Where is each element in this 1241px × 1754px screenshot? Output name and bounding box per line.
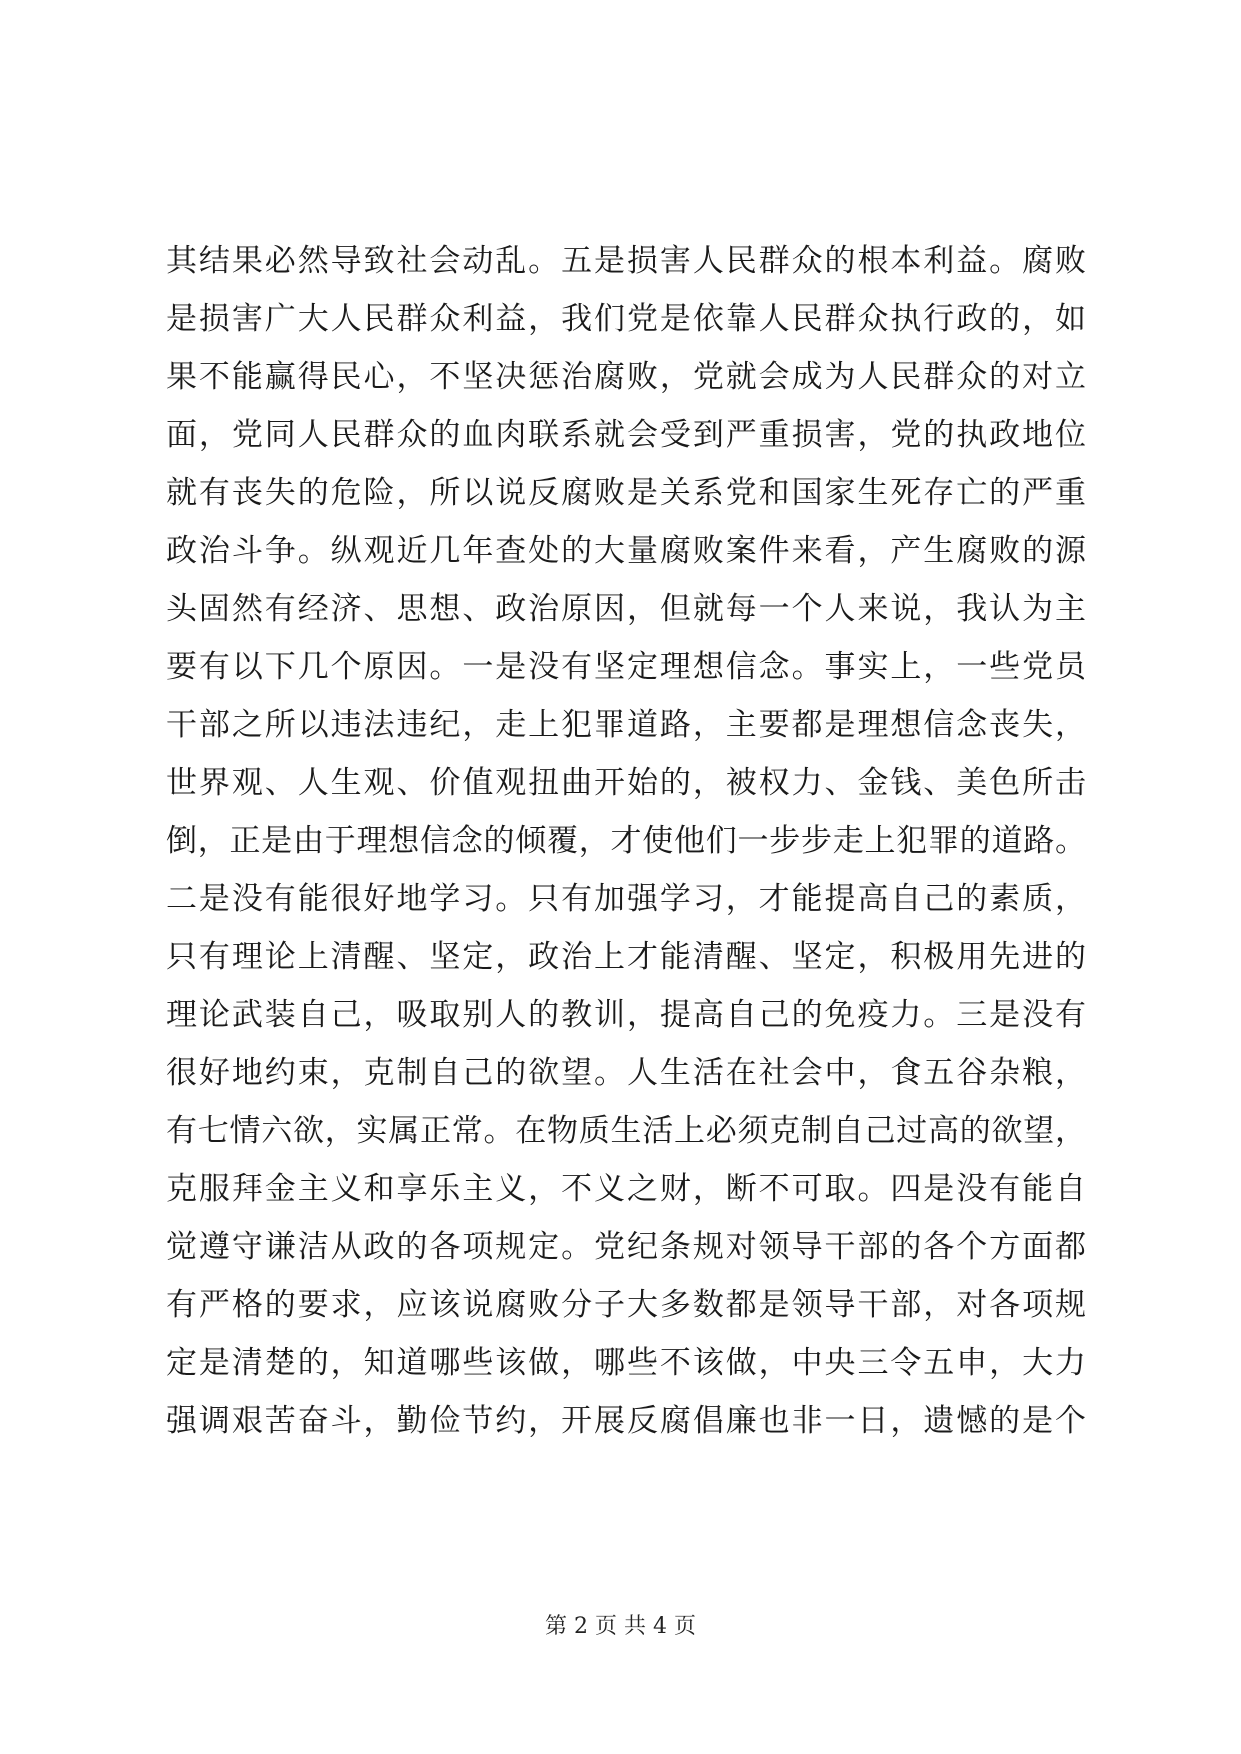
page-number-footer: 第 2 页 共 4 页: [545, 1614, 696, 1639]
text-line: 只有理论上清醒、坚定，政治上才能清醒、坚定，积极用先进的: [166, 939, 1086, 975]
text-line: 头固然有经济、思想、政治原因，但就每一个人来说，我认为主: [166, 591, 1086, 627]
text-line: 克服拜金主义和享乐主义，不义之财，断不可取。四是没有能自: [166, 1171, 1086, 1207]
text-line: 政治斗争。纵观近几年查处的大量腐败案件来看，产生腐败的源: [166, 533, 1086, 569]
text-line: 很好地约束，克制自己的欲望。人生活在社会中，食五谷杂粮，: [166, 1055, 1086, 1091]
text-line: 果不能赢得民心，不坚决惩治腐败，党就会成为人民群众的对立: [166, 359, 1086, 395]
text-line: 二是没有能很好地学习。只有加强学习，才能提高自己的素质，: [166, 881, 1086, 917]
text-line: 要有以下几个原因。一是没有坚定理想信念。事实上，一些党员: [166, 649, 1086, 685]
text-line: 定是清楚的，知道哪些该做，哪些不该做，中央三令五申，大力: [166, 1345, 1086, 1381]
text-line: 世界观、人生观、价值观扭曲开始的，被权力、金钱、美色所击: [166, 765, 1086, 801]
text-line: 理论武装自己，吸取别人的教训，提高自己的免疫力。三是没有: [166, 997, 1086, 1033]
text-line: 干部之所以违法违纪，走上犯罪道路，主要都是理想信念丧失，: [166, 707, 1086, 743]
text-line: 其结果必然导致社会动乱。五是损害人民群众的根本利益。腐败: [166, 243, 1086, 279]
text-line: 有严格的要求，应该说腐败分子大多数都是领导干部，对各项规: [166, 1287, 1086, 1323]
body-text: [166, 232, 1086, 1450]
text-line: 强调艰苦奋斗，勤俭节约，开展反腐倡廉也非一日，遗憾的是个: [166, 1403, 1086, 1439]
text-line: 是损害广大人民群众利益，我们党是依靠人民群众执行政的，如: [166, 301, 1086, 337]
text-line: 面，党同人民群众的血肉联系就会受到严重损害，党的执政地位: [166, 417, 1086, 453]
text-line: 倒，正是由于理想信念的倾覆，才使他们一步步走上犯罪的道路。: [166, 823, 1086, 859]
text-line: 就有丧失的危险，所以说反腐败是关系党和国家生死存亡的严重: [166, 475, 1086, 511]
text-line: 觉遵守谦洁从政的各项规定。党纪条规对领导干部的各个方面都: [166, 1229, 1086, 1265]
text-line: 有七情六欲，实属正常。在物质生活上必须克制自己过高的欲望，: [166, 1113, 1086, 1149]
